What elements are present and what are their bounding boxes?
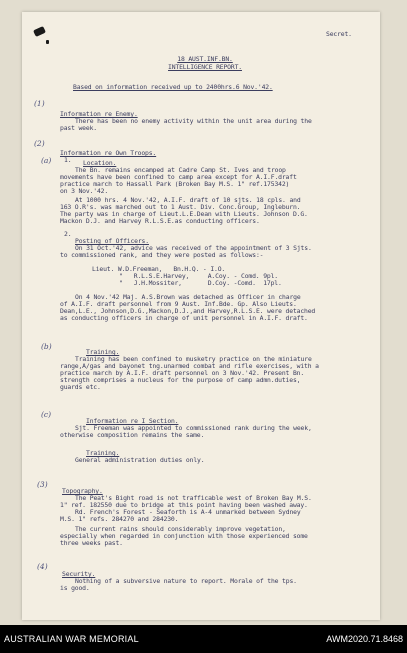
text-line: Training has been confined to musketry practice on the miniature <box>75 355 312 363</box>
report-basis: Based on information received up to 2400hrs.6 Nov.'42. <box>73 83 273 91</box>
text-line: Dean,L.E., Johnson,D.G.,Mackon,D.J.,and Harvey,R.L.S.E. were detached <box>60 307 316 315</box>
text-line: The Peat's Bight road is not trafficable west of Broken Bay M.S. <box>75 494 312 502</box>
unit-title: 18 AUST.INF.BN. <box>177 55 233 63</box>
text-line: on 3 Nov.'42. <box>60 187 109 195</box>
item-number: 1. <box>64 156 72 164</box>
archive-name: AUSTRALIAN WAR MEMORIAL <box>4 634 139 644</box>
subsection-label: (b) <box>41 342 52 351</box>
section-number: (2) <box>34 139 45 148</box>
text-line: to commissioned rank, and they were posted as follows:- <box>60 251 264 259</box>
section-number: (4) <box>37 562 48 571</box>
text-line: Nothing of a subversive nature to report. Morale of the tps. <box>75 577 297 585</box>
text-line: On 4 Nov.'42 Maj. A.S.Brown was detached as Officer in charge <box>75 293 301 301</box>
text-line: guards etc. <box>60 383 101 391</box>
posting-line: " R.L.S.E.Harvey, A.Coy. - Comd. 9pl. <box>119 272 278 280</box>
text-line: The current rains should considerably improve vegetation, <box>75 525 286 533</box>
text-line: Rd. French's Forest - Seaforth is A-4 unmarked between Sydney <box>75 508 301 516</box>
text-line: The party was in charge of Lieut.L.E.Dean with Lieuts. Johnson D.G. <box>60 210 308 218</box>
archive-reference: AWM2020.71.8468 <box>326 634 403 644</box>
text-line: Sjt. Freeman was appointed to commissioned rank during the week, <box>75 424 312 432</box>
subheading: Training. <box>86 449 120 457</box>
posting-line: Lieut. W.D.Freeman, Bn.H.Q. - I.O. <box>92 265 226 273</box>
punch-hole-small <box>46 40 49 44</box>
classification-marking: Secret. <box>326 30 352 38</box>
section-heading: Information re Own Troops. <box>60 149 157 157</box>
subsection-label: (a) <box>41 156 52 165</box>
text-line: There has been no enemy activity within the unit area during the <box>75 117 312 125</box>
text-line: is good. <box>60 584 90 592</box>
subheading: Posting of Officers. <box>75 237 149 245</box>
text-line: of A.I.F. draft personnel from 9 Aust. Inf.Bde. Gp. Also Lieuts. <box>60 300 297 308</box>
item-number: 2. <box>64 230 72 238</box>
text-line: range,A/gas and bayonet tng.unarmed combat and rifle exercises, with a <box>60 362 319 370</box>
text-line: 1" ref. 182550 due to bridge at this point having been washed away. <box>60 501 308 509</box>
text-line: The Bn. remains encamped at Cadre Camp St. Ives and troop <box>75 166 286 174</box>
subheading: Information re I Section. <box>86 417 179 425</box>
text-line: practice march by A.I.F. draft personnel on 3 Nov.'42. Present Bn. <box>60 369 305 377</box>
section-heading: Information re Enemy. <box>60 110 138 118</box>
text-line: Mackon D.J. and Harvey R.L.S.E.as conducting officers. <box>60 217 260 225</box>
text-line: as conducting officers in charge of unit personnel in A.I.F. draft. <box>60 314 308 322</box>
text-line: otherwise composition remains the same. <box>60 431 205 439</box>
subheading: Training. <box>86 348 120 356</box>
section-heading: Topography. <box>62 487 103 495</box>
text-line: especially when regarded in conjunction with those experienced some <box>60 532 308 540</box>
text-line: General administration duties only. <box>75 456 205 464</box>
text-line: three weeks past. <box>60 539 123 547</box>
text-line: At 1000 hrs. 4 Nov.'42, A.I.F. draft of 10 sjts. 18 cpls. and <box>75 196 301 204</box>
text-line: practice march to Hassall Park (Broken Bay M.S. 1" ref.175342) <box>60 180 290 188</box>
text-line: 163 O.R's. was marched out to 1 Aust. Div. Conc.Group, Ingleburn. <box>60 203 301 211</box>
text-line: movements have been confined to camp area except for A.I.F.draft <box>60 173 297 181</box>
text-line: M.S. 1" refs. 284270 and 284230. <box>60 515 179 523</box>
section-number: (1) <box>34 99 45 108</box>
archive-footer <box>0 625 407 653</box>
posting-line: " J.H.Mossiter, D.Coy. -Comd. 17pl. <box>119 279 282 287</box>
section-heading: Security. <box>62 570 96 578</box>
text-line: strength comprises a nucleus for the purpose of camp admn.duties, <box>60 376 301 384</box>
subsection-label: (c) <box>41 410 52 419</box>
section-number: (3) <box>37 480 48 489</box>
text-line: past week. <box>60 124 97 132</box>
report-title: INTELLIGENCE REPORT. <box>168 63 242 71</box>
text-line: On 31 Oct.'42, advice was received of the appointment of 3 Sjts. <box>75 244 312 252</box>
subheading: Location. <box>83 159 117 167</box>
